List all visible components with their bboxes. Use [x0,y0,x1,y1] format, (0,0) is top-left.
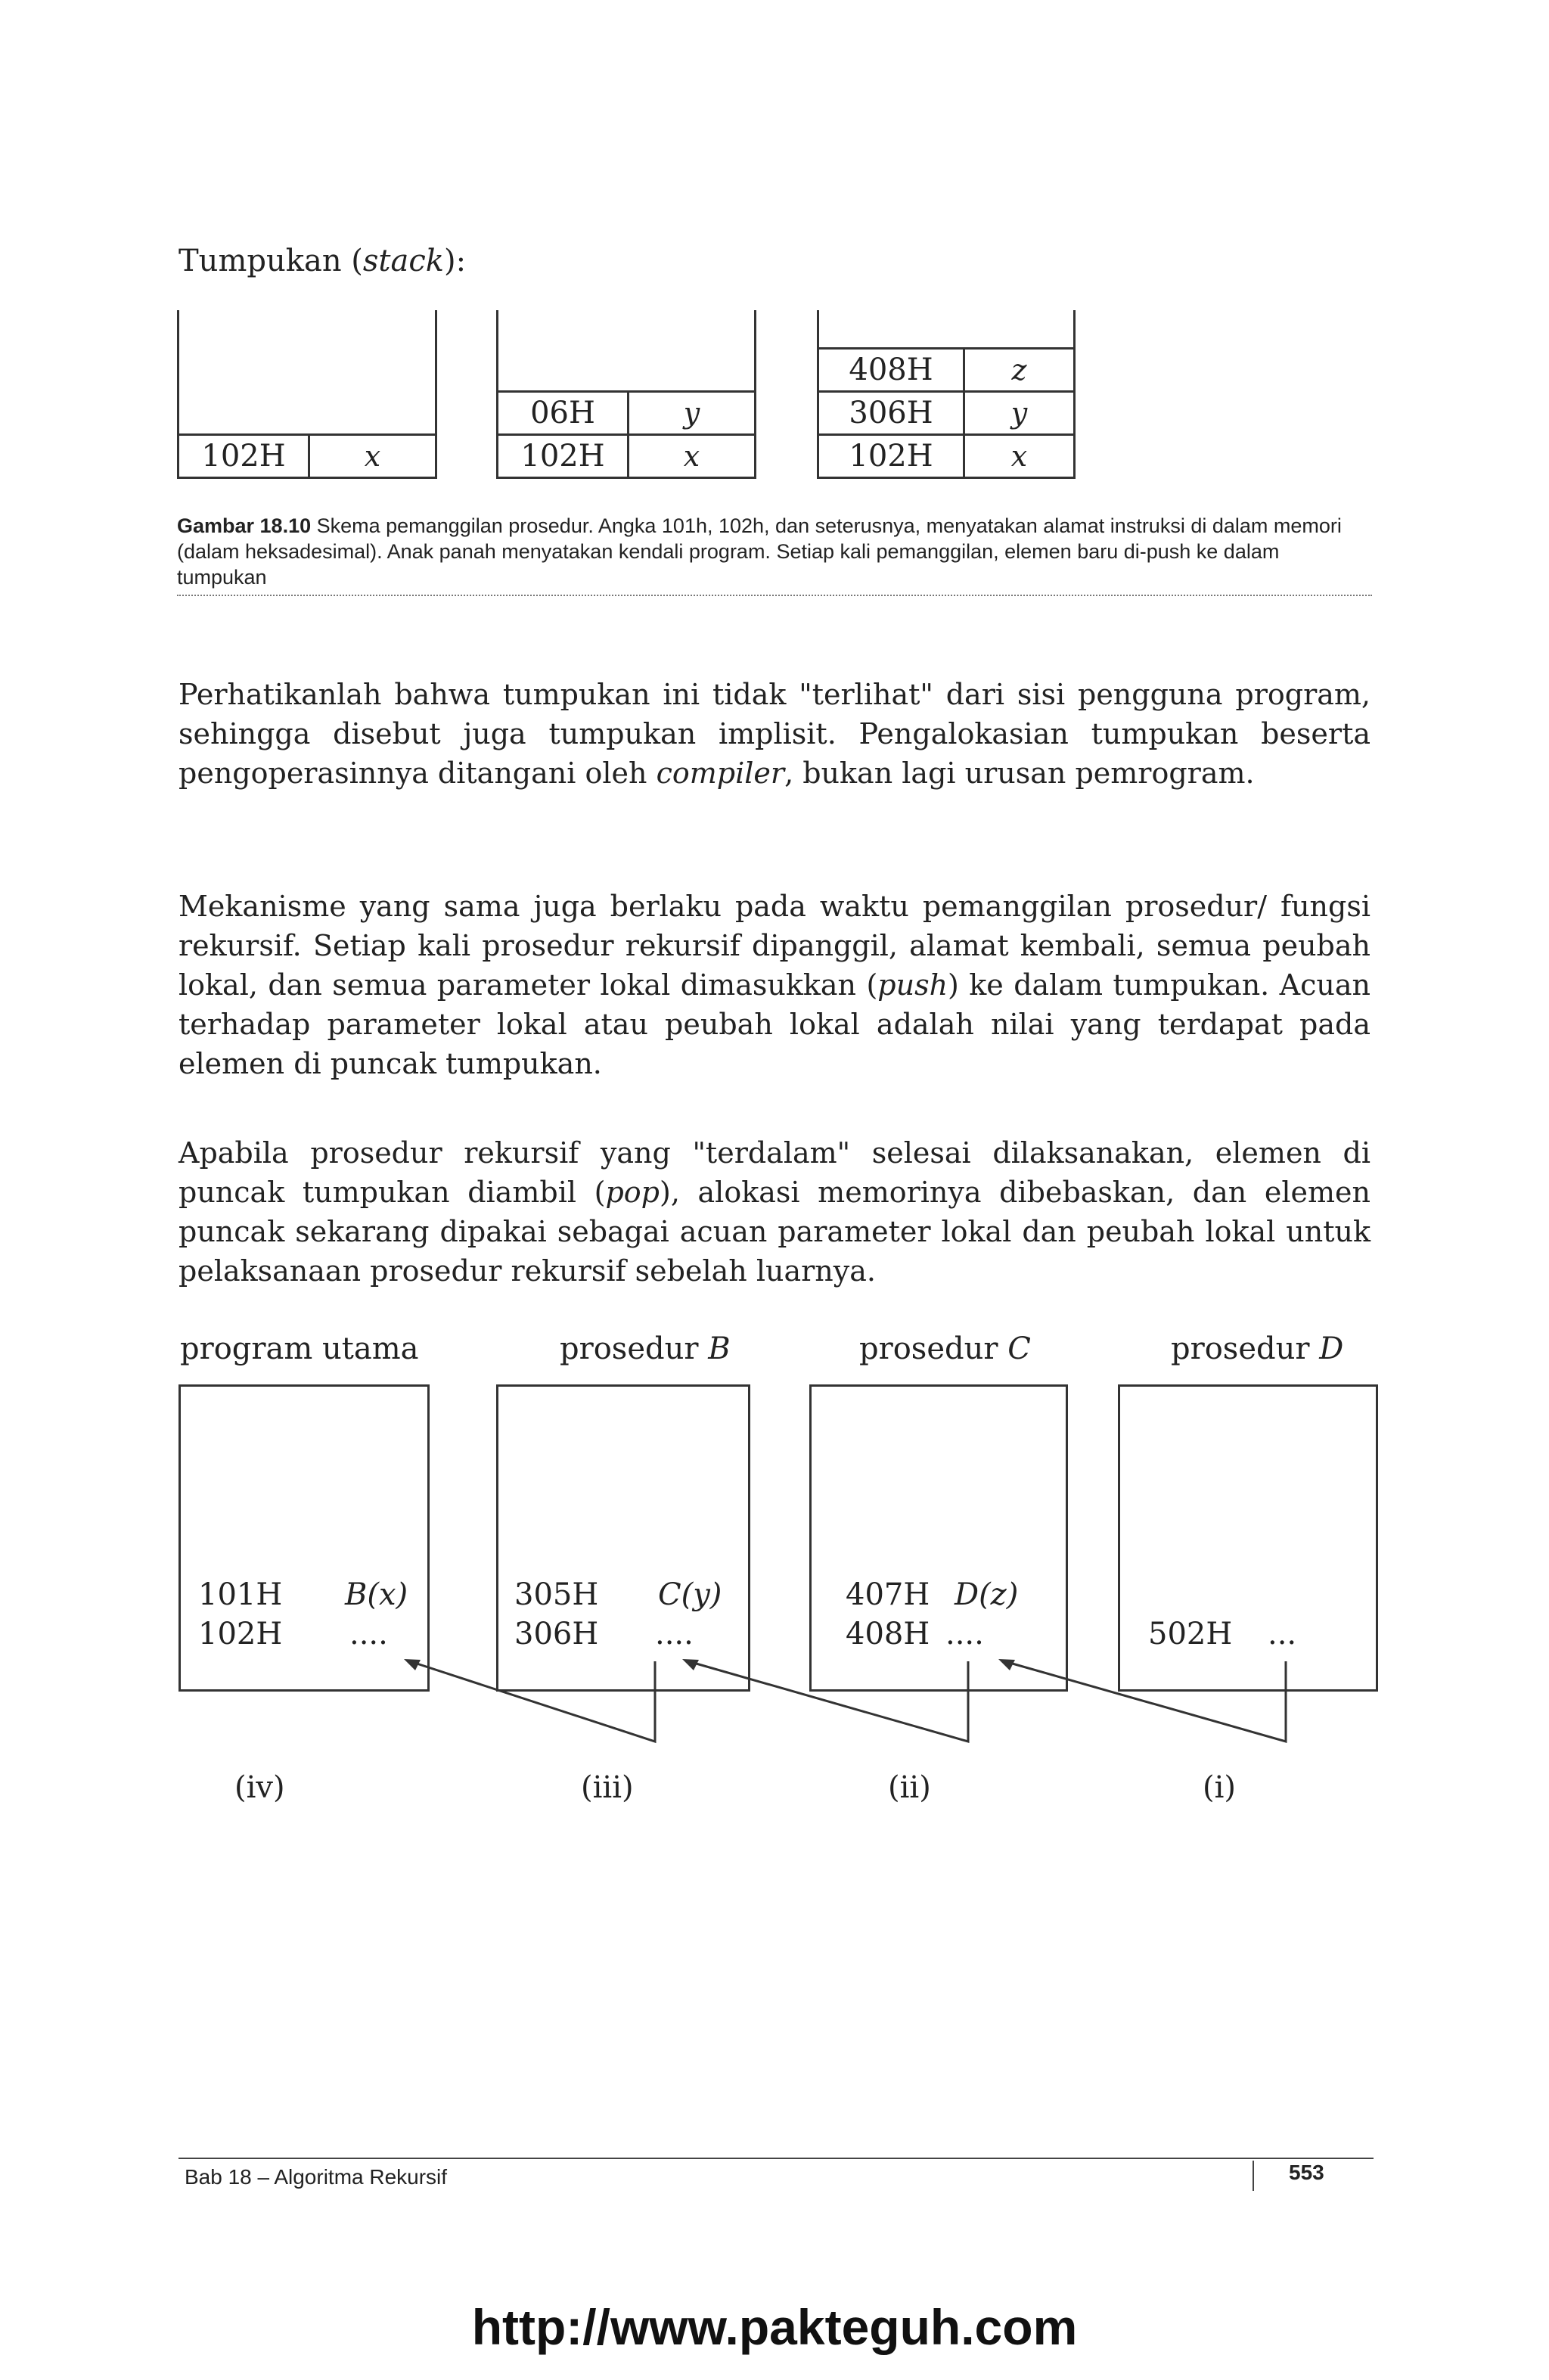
code-continuation: .... [655,1617,694,1651]
step-label-ii: (ii) [888,1770,931,1805]
stack-variable: x [364,440,381,473]
code-address: 305H [514,1577,599,1612]
return-arrow-d-to-c [1004,1661,1286,1742]
stack-variable: z [1011,353,1027,387]
code-address: 306H [514,1617,599,1651]
step-label-iii: (iii) [581,1770,634,1805]
caption-label: Gambar 18.10 [177,514,312,537]
code-continuation: .... [349,1617,388,1651]
arrowhead [682,1659,699,1670]
website-url: http://www.pakteguh.com [471,2299,1078,2355]
footer-chapter: Bab 18 – Algoritma Rekursif [185,2165,448,2189]
step-label-i: (i) [1203,1770,1237,1805]
paragraph-italic: pop [605,1176,660,1209]
footer-divider [178,2158,1374,2159]
stack-address: 102H [498,436,629,477]
code-address: 101H [198,1577,283,1612]
paragraph-text: Mekanisme yang sama juga berlaku pada waktu pemanggilan prosedur/ fungsi rekursif. Setiap kali prosedur rekursif dipanggil, alamat kembali, semua peubah lokal, dan semua parameter lokal dimasukkan ( [178,890,1371,1002]
return-arrow-c-to-b [688,1661,968,1742]
proc-label-text: prosedur [859,1331,1008,1366]
paragraph-text: , bukan lagi urusan pemrogram. [784,757,1255,790]
code-address: 102H [198,1617,283,1651]
paragraph-text: ) ke dalam tumpukan. Acuan terhadap parameter lokal atau peubah lokal adalah nilai yang terdapat pada elemen di puncak tumpukan. [178,968,1371,1080]
code-call: B(x) [345,1577,408,1612]
proc-label-text: program utama [180,1331,419,1366]
stack-address: 306H [819,393,965,433]
paragraph-text: ), alokasi memorinya dibebaskan, dan elemen puncak sekarang dipakai sebagai acuan parameter lokal dan peubah lokal untuk pelaksanaan prosedur rekursif sebelah luarnya. [178,1176,1371,1288]
arrowhead [404,1659,421,1670]
paragraph-italic: push [877,968,948,1002]
proc-label-var: C [1007,1331,1031,1366]
page-number: 553 [1289,2161,1324,2184]
proc-label-var: D [1319,1331,1344,1366]
paragraph-text: Perhatikanlah bahwa tumpukan ini tidak "terlihat" dari sisi pengguna program, sehingga disebut juga tumpukan implisit. Pengalokasian tumpukan beserta pengoperasinnya ditangani oleh [178,678,1371,790]
code-call: D(z) [955,1577,1019,1612]
paragraph-text: Apabila prosedur rekursif yang "terdalam" selesai dilaksanakan, elemen di puncak tumpukan diambil ( [178,1136,1371,1209]
heading-italic: stack [362,244,444,278]
proc-label-text: prosedur [560,1331,709,1366]
caption-text: Skema pemanggilan prosedur. Angka 101h, 102h, dan seterusnya, menyatakan alamat instruksi di dalam memori (dalam heksadesimal). Anak panah menyatakan kendali program. Setiap kali pemanggilan, elemen baru di-push ke dalam tumpukan [177,514,1342,589]
return-arrow-b-to-main [410,1661,655,1742]
code-continuation: .... [945,1617,984,1651]
stack-address: 102H [179,436,310,477]
stack-variable: y [683,396,700,430]
stack-variable: y [1010,396,1028,430]
stack-variable: x [1010,440,1028,473]
code-address: 502H [1148,1617,1233,1651]
stack-address: 06H [498,393,629,433]
code-address: 408H [846,1617,930,1651]
stack-variable: x [683,440,700,473]
proc-label-var: B [708,1331,731,1366]
stack-address: 408H [819,350,965,390]
code-continuation: ... [1268,1617,1297,1651]
arrowhead [998,1659,1015,1670]
heading-prefix: Tumpukan ( [178,244,363,278]
footer-separator [1253,2161,1254,2191]
code-address: 407H [846,1577,930,1612]
code-call: C(y) [658,1577,722,1612]
step-label-iv: (iv) [234,1770,285,1805]
proc-label-text: prosedur [1171,1331,1320,1366]
heading-suffix: ): [444,244,467,278]
stack-address: 102H [819,436,965,477]
paragraph-italic: compiler [656,757,785,790]
